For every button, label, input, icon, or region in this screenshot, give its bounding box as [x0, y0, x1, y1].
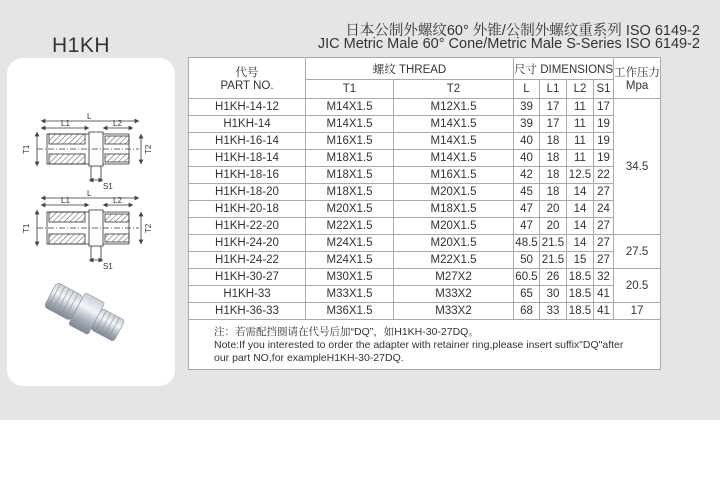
note-row: [189, 320, 661, 370]
cell-l: 47: [514, 201, 540, 218]
table-row: [189, 201, 661, 218]
cell-t1: M36X1.5: [306, 303, 394, 320]
cell-part: H1KH-14-12: [189, 99, 306, 116]
dim-label-l1-2: L1: [61, 196, 70, 205]
cell-part: H1KH-18-16: [189, 167, 306, 184]
dim-label-l-2: L: [87, 189, 92, 198]
table-row: [189, 303, 661, 320]
cell-part: H1KH-36-33: [189, 303, 306, 320]
cell-l2: 12.5: [567, 167, 594, 184]
cell-t2: M14X1.5: [394, 133, 514, 150]
table-row: [189, 99, 661, 116]
cell-t1: M30X1.5: [306, 269, 394, 286]
dim-label-l2-2: L2: [113, 196, 122, 205]
cell-l: 45: [514, 184, 540, 201]
cell-s1: 19: [594, 133, 614, 150]
header-s1: S1: [594, 80, 614, 99]
cell-l: 68: [514, 303, 540, 320]
table-row: [189, 286, 661, 303]
cell-l2: 11: [567, 116, 594, 133]
table-row: [189, 218, 661, 235]
cell-s1: 27: [594, 252, 614, 269]
dim-label-l: L: [87, 112, 92, 121]
table-row: [189, 167, 661, 184]
cell-pressure: 34.5: [614, 99, 661, 235]
cell-l2: 14: [567, 184, 594, 201]
fitting-photo: [42, 279, 128, 347]
cell-t1: M33X1.5: [306, 286, 394, 303]
cell-t1: M14X1.5: [306, 99, 394, 116]
dim-label-t1-2: T1: [22, 223, 31, 233]
header-l1: L1: [540, 80, 567, 99]
cell-t2: M27X2: [394, 269, 514, 286]
cell-part: H1KH-18-14: [189, 150, 306, 167]
section-drawing-1: [37, 121, 141, 182]
cell-s1: 17: [594, 99, 614, 116]
cell-pressure: 27.5: [614, 235, 661, 269]
cell-t2: M33X2: [394, 286, 514, 303]
cell-s1: 41: [594, 286, 614, 303]
cell-l2: 15: [567, 252, 594, 269]
header-part-no: [189, 58, 306, 99]
cell-pressure: 20.5: [614, 269, 661, 303]
cell-l: 47: [514, 218, 540, 235]
cell-part: H1KH-24-20: [189, 235, 306, 252]
cell-part: H1KH-18-20: [189, 184, 306, 201]
header-pressure: [614, 58, 661, 99]
product-title-en: JIC Metric Male 60° Cone/Metric Male S-Series ISO 6149-2: [317, 36, 700, 52]
cell-s1: 19: [594, 150, 614, 167]
cell-l: 60.5: [514, 269, 540, 286]
table-row: [189, 150, 661, 167]
cell-part: H1KH-30-27: [189, 269, 306, 286]
cell-l: 48.5: [514, 235, 540, 252]
dim-label-s1: S1: [103, 182, 113, 191]
cell-part: H1KH-33: [189, 286, 306, 303]
cell-l: 40: [514, 150, 540, 167]
cell-s1: 27: [594, 235, 614, 252]
cell-t2: M14X1.5: [394, 150, 514, 167]
cell-t1: M22X1.5: [306, 218, 394, 235]
table-row: [189, 269, 661, 286]
cell-t2: M33X2: [394, 303, 514, 320]
cell-s1: 27: [594, 184, 614, 201]
cell-t2: M16X1.5: [394, 167, 514, 184]
cell-l1: 20: [540, 218, 567, 235]
cell-l2: 11: [567, 150, 594, 167]
note-cn: 注：若需配挡圈请在代号后加“DQ”，如H1KH-30-27DQ。: [214, 326, 479, 338]
cell-t2: M20X1.5: [394, 184, 514, 201]
dim-label-s1-2: S1: [103, 262, 113, 271]
header-pressure-unit: Mpa: [625, 80, 649, 92]
note-cell: [189, 320, 661, 370]
fitting-drawings: [7, 58, 175, 386]
cell-t1: M24X1.5: [306, 252, 394, 269]
cell-l2: 14: [567, 235, 594, 252]
dim-label-l2: L2: [113, 119, 122, 128]
cell-l2: 18.5: [567, 269, 594, 286]
cell-t2: M14X1.5: [394, 116, 514, 133]
cell-t1: M24X1.5: [306, 235, 394, 252]
cell-l1: 17: [540, 99, 567, 116]
cell-l1: 18: [540, 184, 567, 201]
cell-t2: M22X1.5: [394, 252, 514, 269]
cell-l1: 30: [540, 286, 567, 303]
cell-l1: 17: [540, 116, 567, 133]
cell-part: H1KH-16-14: [189, 133, 306, 150]
header-t2: T2: [394, 80, 514, 99]
table-row: [189, 184, 661, 201]
header-pressure-cn: 工作压力: [614, 67, 661, 79]
cell-s1: 41: [594, 303, 614, 320]
table-row: [189, 252, 661, 269]
dim-label-t2-2: T2: [144, 223, 153, 233]
product-code: H1KH: [52, 34, 111, 57]
cell-part: H1KH-22-20: [189, 218, 306, 235]
table-row: [189, 133, 661, 150]
cell-l1: 18: [540, 150, 567, 167]
cell-l: 42: [514, 167, 540, 184]
note-en-line2: our part NO,for exampleH1KH-30-27DQ.: [214, 352, 404, 364]
cell-l: 65: [514, 286, 540, 303]
dim-label-t2: T2: [144, 144, 153, 154]
header-part-no-en: PART NO.: [220, 80, 274, 92]
header-l: L: [514, 80, 540, 99]
header-t1: T1: [306, 80, 394, 99]
cell-l1: 20: [540, 201, 567, 218]
cell-t1: M20X1.5: [306, 201, 394, 218]
product-title-cn: 日本公制外螺纹60° 外锥/公制外螺纹重系列 ISO 6149-2: [345, 23, 700, 39]
cell-l1: 26: [540, 269, 567, 286]
cell-part: H1KH-24-22: [189, 252, 306, 269]
header-l2: L2: [567, 80, 594, 99]
cell-l2: 14: [567, 201, 594, 218]
cell-pressure: 17: [614, 303, 661, 320]
dim-label-t1: T1: [22, 144, 31, 154]
cell-l1: 21.5: [540, 252, 567, 269]
drawing-panel: [7, 58, 175, 386]
cell-l: 50: [514, 252, 540, 269]
cell-t1: M18X1.5: [306, 184, 394, 201]
cell-l1: 33: [540, 303, 567, 320]
cell-l2: 11: [567, 133, 594, 150]
dim-label-l1: L1: [61, 119, 70, 128]
header-dimensions: 尺寸 DIMENSIONS: [514, 58, 614, 80]
note-en-line1: Note:If you interested to order the adapter with retainer ring,please insert suffix"DQ"after: [214, 339, 624, 351]
cell-l1: 21.5: [540, 235, 567, 252]
cell-s1: 27: [594, 218, 614, 235]
cell-t1: M18X1.5: [306, 167, 394, 184]
cell-s1: 24: [594, 201, 614, 218]
cell-l2: 18.5: [567, 303, 594, 320]
header-part-no-cn: 代号: [235, 67, 259, 79]
cell-l1: 18: [540, 133, 567, 150]
cell-s1: 19: [594, 116, 614, 133]
cell-part: H1KH-14: [189, 116, 306, 133]
header-thread: 螺纹 THREAD: [306, 58, 514, 80]
cell-l2: 11: [567, 99, 594, 116]
cell-t1: M18X1.5: [306, 150, 394, 167]
cell-t2: M20X1.5: [394, 235, 514, 252]
cell-l: 40: [514, 133, 540, 150]
cell-l2: 14: [567, 218, 594, 235]
cell-s1: 32: [594, 269, 614, 286]
cell-part: H1KH-20-18: [189, 201, 306, 218]
section-drawing-2: [37, 198, 141, 262]
cell-t1: M16X1.5: [306, 133, 394, 150]
cell-l1: 18: [540, 167, 567, 184]
cell-t2: M20X1.5: [394, 218, 514, 235]
cell-t2: M18X1.5: [394, 201, 514, 218]
cell-l2: 18.5: [567, 286, 594, 303]
cell-l: 39: [514, 99, 540, 116]
table-row: [189, 116, 661, 133]
table-row: [189, 235, 661, 252]
cell-t2: M12X1.5: [394, 99, 514, 116]
cell-s1: 22: [594, 167, 614, 184]
cell-t1: M14X1.5: [306, 116, 394, 133]
cell-l: 39: [514, 116, 540, 133]
spec-table: [188, 57, 661, 370]
